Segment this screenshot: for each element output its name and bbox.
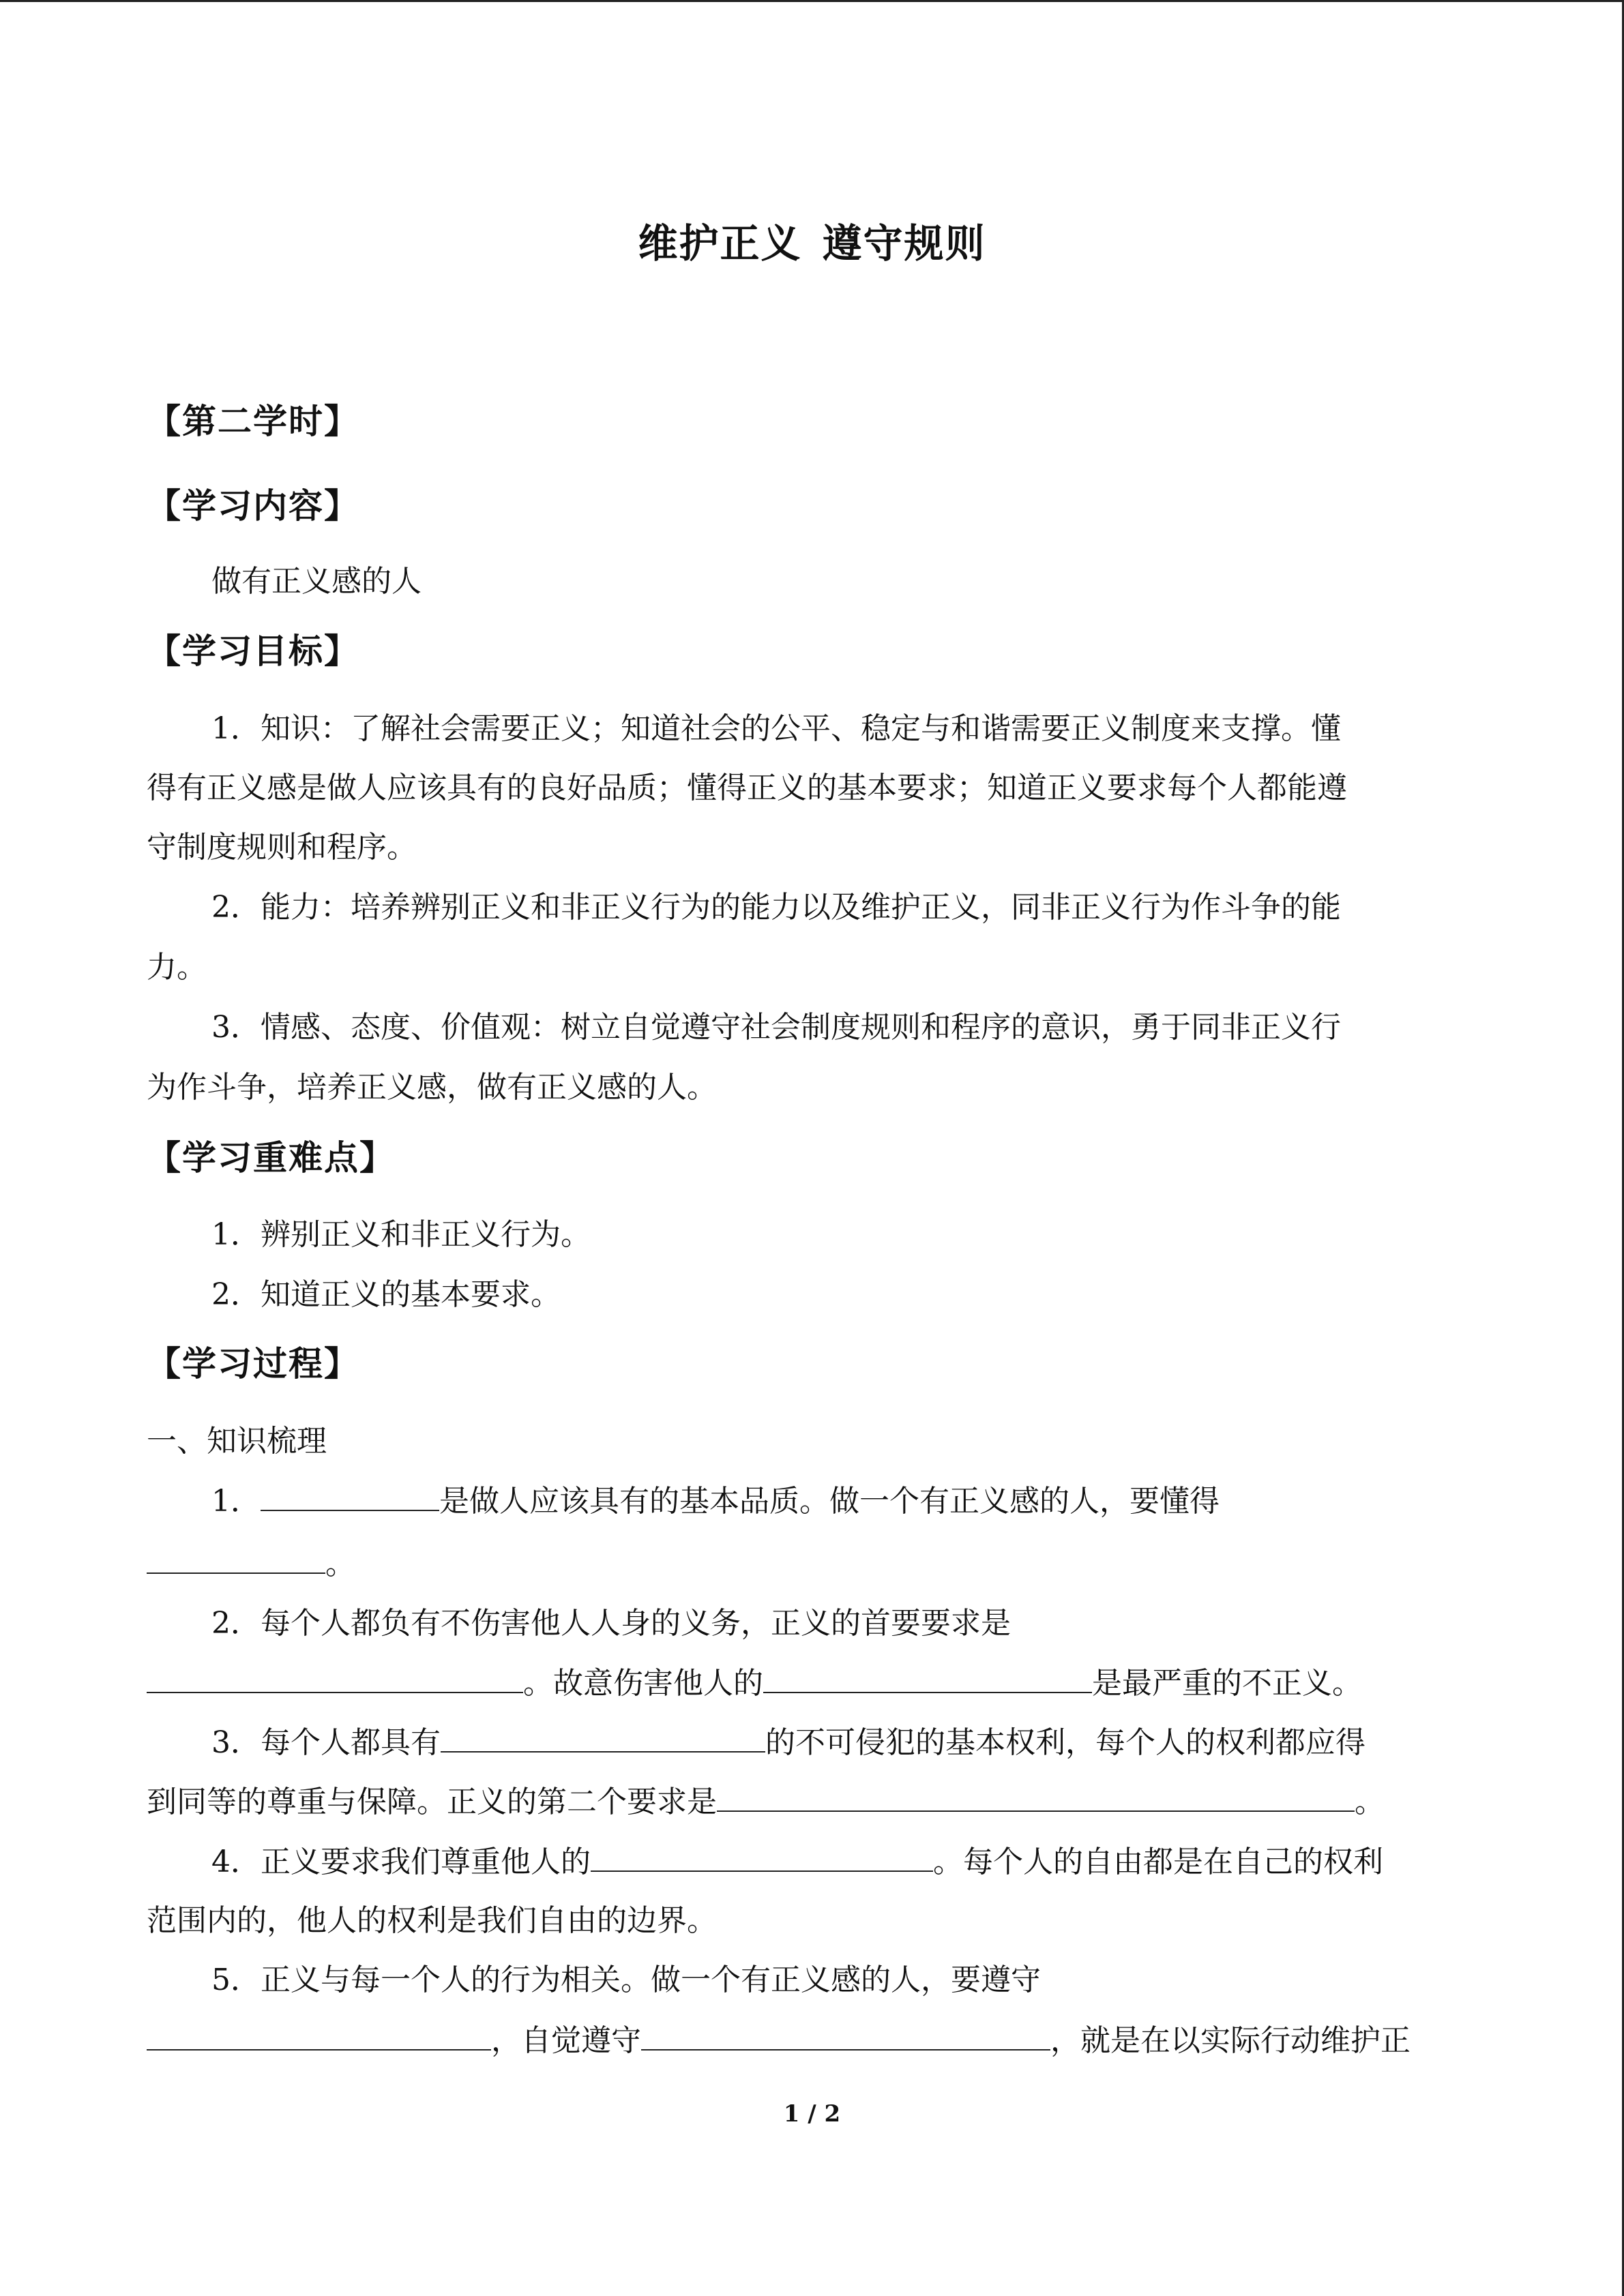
question-1-line-2: 。 bbox=[147, 1542, 1456, 1585]
answer-blank[interactable] bbox=[261, 1480, 439, 1511]
answer-blank[interactable] bbox=[591, 1840, 933, 1872]
question-4-line-1: 4．正义要求我们尊重他人的 。每个人的自由都是在自己的权利 bbox=[211, 1840, 1456, 1883]
goal-3-line-1: 3．情感、态度、价值观：树立自觉遵守社会制度规则和程序的意识，勇于同非正义行 bbox=[211, 1010, 1341, 1045]
answer-blank[interactable] bbox=[147, 2019, 491, 2051]
page-number: 1 / 2 bbox=[783, 2100, 841, 2128]
answer-blank[interactable] bbox=[763, 1662, 1092, 1693]
answer-blank[interactable] bbox=[147, 1542, 325, 1574]
heading-content: 【学习内容】 bbox=[147, 486, 359, 526]
answer-blank[interactable] bbox=[717, 1780, 1355, 1812]
question-2-line-1: 2．每个人都负有不伤害他人人身的义务，正义的首要要求是 bbox=[211, 1606, 1011, 1641]
heading-goals: 【学习目标】 bbox=[147, 631, 359, 671]
section-knowledge-review: 一、知识梳理 bbox=[147, 1424, 327, 1459]
goal-2-line-2: 力。 bbox=[147, 950, 207, 985]
question-4-line-2: 范围内的，他人的权利是我们自由的边界。 bbox=[147, 1903, 717, 1938]
key-point-2: 2．知道正义的基本要求。 bbox=[211, 1277, 561, 1312]
goal-2-line-1: 2．能力：培养辨别正义和非正义行为的能力以及维护正义，同非正义行为作斗争的能 bbox=[211, 890, 1341, 925]
heading-process: 【学习过程】 bbox=[147, 1344, 359, 1384]
content-text: 做有正义感的人 bbox=[211, 564, 422, 599]
goal-1-line-1: 1．知识：了解社会需要正义；知道社会的公平、稳定与和谐需要正义制度来支撑。懂 bbox=[211, 711, 1341, 746]
key-point-1: 1．辨别正义和非正义行为。 bbox=[211, 1217, 591, 1252]
goal-1-line-2: 得有正义感是做人应该具有的良好品质；懂得正义的基本要求；知道正义要求每个人都能遵 bbox=[147, 771, 1347, 805]
answer-blank[interactable] bbox=[641, 2019, 1050, 2051]
question-5-line-1: 5．正义与每一个人的行为相关。做一个有正义感的人，要遵守 bbox=[211, 1963, 1041, 1997]
heading-key-points: 【学习重难点】 bbox=[147, 1138, 395, 1178]
question-1-line-1: 1． 是做人应该具有的基本品质。做一个有正义感的人，要懂得 bbox=[211, 1480, 1456, 1523]
question-3-line-2: 到同等的尊重与保障。正义的第二个要求是 。 bbox=[147, 1780, 1456, 1823]
top-border bbox=[0, 0, 1624, 2]
heading-lesson: 【第二学时】 bbox=[147, 402, 359, 441]
question-2-line-2: 。故意伤害他人的 是最严重的不正义。 bbox=[147, 1662, 1456, 1705]
question-5-line-2: ，自觉遵守 ，就是在以实际行动维护正 bbox=[147, 2019, 1456, 2062]
goal-3-line-2: 为作斗争，培养正义感，做有正义感的人。 bbox=[147, 1070, 717, 1105]
page-title: 维护正义 遵守规则 bbox=[638, 220, 986, 267]
goal-1-line-3: 守制度规则和程序。 bbox=[147, 830, 417, 865]
answer-blank[interactable] bbox=[147, 1662, 523, 1693]
answer-blank[interactable] bbox=[441, 1721, 765, 1753]
question-3-line-1: 3．每个人都具有 的不可侵犯的基本权利，每个人的权利都应得 bbox=[211, 1721, 1456, 1764]
